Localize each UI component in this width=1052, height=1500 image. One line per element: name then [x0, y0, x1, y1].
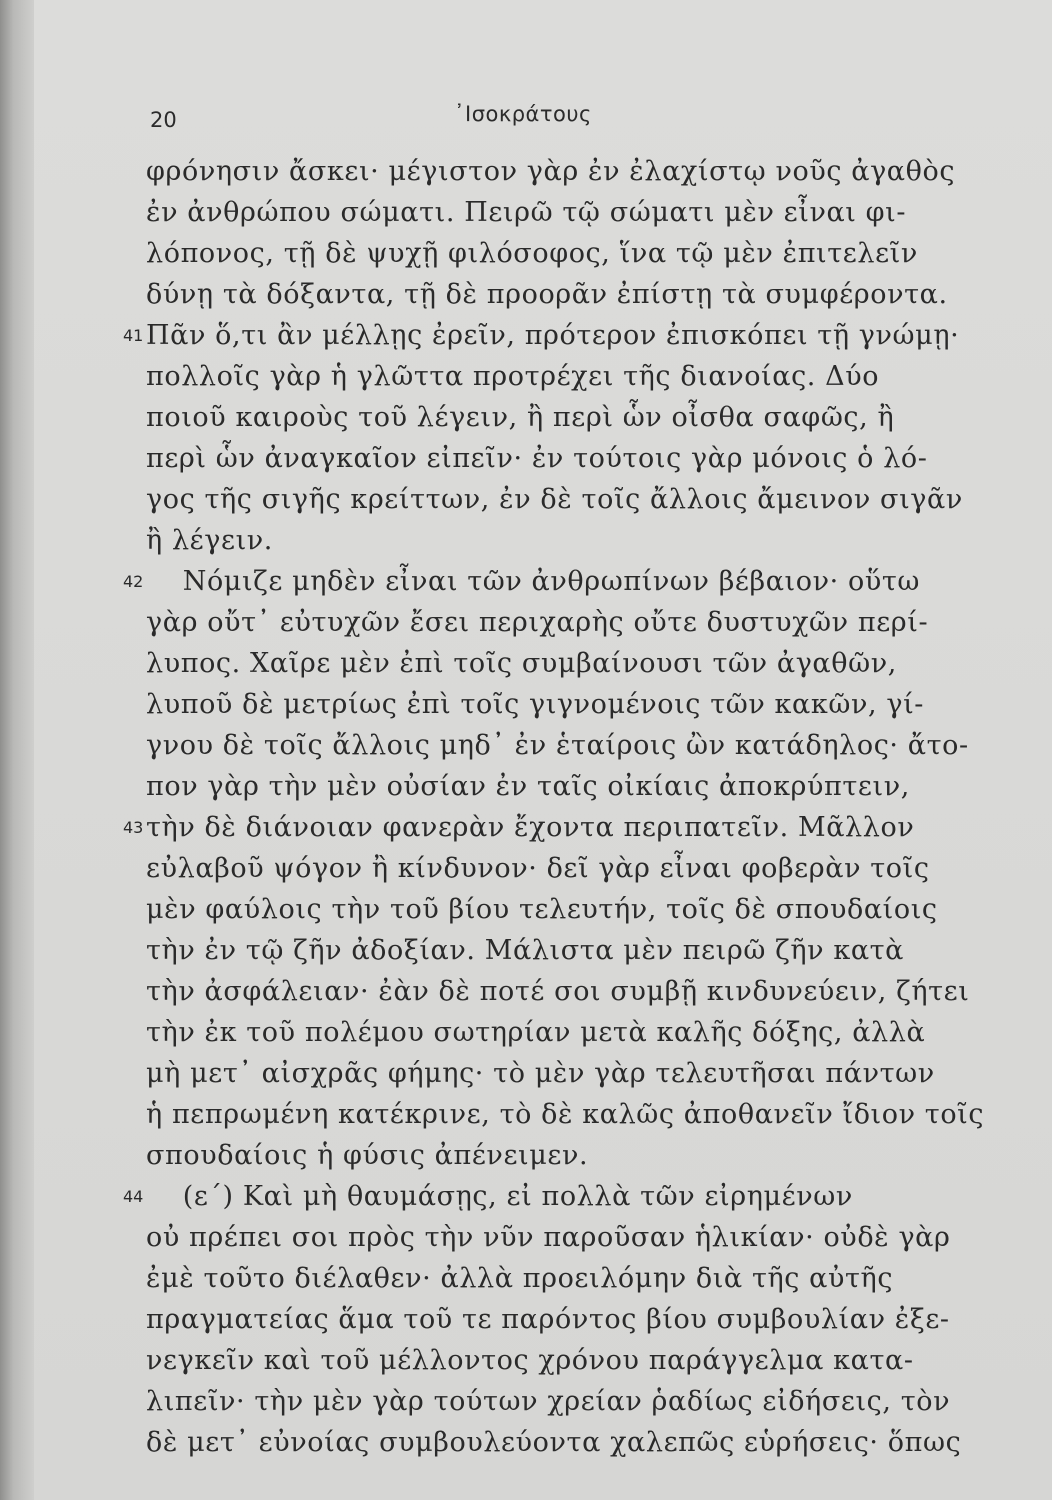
- text-line: [123, 316, 1052, 356]
- text-line: [123, 1177, 1052, 1217]
- text-line: [146, 439, 1052, 479]
- text-line: [146, 1054, 1052, 1094]
- text-line: [146, 1013, 1052, 1053]
- text-line: [146, 1259, 1052, 1299]
- text-line: [146, 234, 1052, 274]
- book-spine-edge: [0, 0, 34, 1500]
- line-text: Νόμιζε μηδὲν εἶναι τῶν ἀνθρωπίνων βέβαιον· οὕτω: [146, 566, 920, 597]
- line-text: λυποῦ δὲ μετρίως ἐπὶ τοῖς γιγνομένοις τῶν κακῶν, γί-: [146, 689, 924, 720]
- line-text: τὴν ἀσφάλειαν· ἐὰν δὲ ποτέ σοι συμβῇ κινδυνεύειν, ζήτει: [146, 976, 970, 1007]
- line-text: πον γὰρ τὴν μὲν οὐσίαν ἐν ταῖς οἰκίαις ἀποκρύπτειν,: [146, 771, 910, 802]
- line-text: τὴν ἐν τῷ ζῆν ἀδοξίαν. Μάλιστα μὲν πειρῶ ζῆν κατὰ: [146, 935, 905, 966]
- line-text: ἢ λέγειν.: [146, 525, 273, 556]
- page-header: [34, 100, 1052, 140]
- line-text: γὰρ οὔτ᾿ εὐτυχῶν ἔσει περιχαρὴς οὔτε δυστυχῶν περί-: [146, 607, 929, 638]
- text-line: [123, 562, 1052, 602]
- text-line: [146, 849, 1052, 889]
- line-text: μὴ μετ᾿ αἰσχρᾶς φήμης· τὸ μὲν γὰρ τελευτῆσαι πάντων: [146, 1058, 935, 1089]
- text-line: [123, 808, 1052, 848]
- text-line: [146, 972, 1052, 1012]
- text-line: [146, 726, 1052, 766]
- line-text: γνου δὲ τοῖς ἄλλοις μηδ᾿ ἐν ἑταίροις ὢν κατάδηλος· ἄτο-: [146, 730, 969, 761]
- line-text: μὲν φαύλοις τὴν τοῦ βίου τελευτήν, τοῖς δὲ σπουδαίοις: [146, 894, 938, 925]
- text-line: [146, 1136, 1052, 1176]
- text-line: [146, 275, 1052, 315]
- book-page: [34, 0, 1052, 1500]
- line-text: ἡ πεπρωμένη κατέκρινε, τὸ δὲ καλῶς ἀποθανεῖν ἴδιον τοῖς: [146, 1099, 985, 1130]
- text-line: [146, 152, 1052, 192]
- line-text: οὐ πρέπει σοι πρὸς τὴν νῦν παροῦσαν ἡλικίαν· οὐδὲ γὰρ: [146, 1222, 951, 1253]
- line-text: τὴν δὲ διάνοιαν φανερὰν ἔχοντα περιπατεῖν. Μᾶλλον: [146, 812, 915, 843]
- text-line: [146, 1218, 1052, 1258]
- line-text: τὴν ἐκ τοῦ πολέμου σωτηρίαν μετὰ καλῆς δόξης, ἀλλὰ: [146, 1017, 926, 1048]
- page-number: 20: [150, 108, 177, 132]
- line-text: λόπονος, τῇ δὲ ψυχῇ φιλόσοφος, ἵνα τῷ μὲν ἐπιτελεῖν: [146, 238, 918, 269]
- line-text: περὶ ὧν ἀναγκαῖον εἰπεῖν· ἐν τούτοις γὰρ μόνοις ὁ λό-: [146, 443, 928, 474]
- line-text: δὲ μετ᾿ εὐνοίας συμβουλεύοντα χαλεπῶς εὑρήσεις· ὅπως: [146, 1427, 962, 1458]
- line-text: φρόνησιν ἄσκει· μέγιστον γὰρ ἐν ἐλαχίστῳ νοῦς ἀγαθὸς: [146, 156, 956, 187]
- section-number: 41: [123, 326, 144, 345]
- line-text: σπουδαίοις ἡ φύσις ἀπένειμεν.: [146, 1140, 589, 1171]
- line-text: δύνῃ τὰ δόξαντα, τῇ δὲ προορᾶν ἐπίστῃ τὰ συμφέροντα.: [146, 279, 948, 310]
- line-text: ἐν ἀνθρώπου σώματι. Πειρῶ τῷ σώματι μὲν εἶναι φι-: [146, 197, 907, 228]
- section-number: 42: [123, 572, 144, 591]
- line-text: πραγματείας ἅμα τοῦ τε παρόντος βίου συμβουλίαν ἐξε-: [146, 1304, 950, 1335]
- section-number: 43: [123, 818, 144, 837]
- section-number: 44: [123, 1187, 144, 1206]
- text-line: [146, 1300, 1052, 1340]
- running-head: ᾿Ισοκράτους: [454, 102, 592, 126]
- text-line: [146, 521, 1052, 561]
- text-line: [146, 1382, 1052, 1422]
- text-line: [146, 357, 1052, 397]
- line-text: λιπεῖν· τὴν μὲν γὰρ τούτων χρείαν ῥαδίως εἰδήσεις, τὸν: [146, 1386, 951, 1417]
- line-text: γος τῆς σιγῆς κρείττων, ἐν δὲ τοῖς ἄλλοις ἄμεινον σιγᾶν: [146, 484, 963, 515]
- line-text: εὐλαβοῦ ψόγον ἢ κίνδυνον· δεῖ γὰρ εἶναι φοβερὰν τοῖς: [146, 853, 930, 884]
- text-line: [146, 767, 1052, 807]
- text-line: [146, 1423, 1052, 1463]
- line-text: (ε΄) Καὶ μὴ θαυμάσῃς, εἰ πολλὰ τῶν εἰρημένων: [146, 1181, 853, 1212]
- text-line: [146, 398, 1052, 438]
- line-text: Πᾶν ὅ,τι ἂν μέλλῃς ἐρεῖν, πρότερον ἐπισκόπει τῇ γνώμῃ·: [146, 320, 960, 351]
- text-line: [146, 890, 1052, 930]
- text-line: [146, 1341, 1052, 1381]
- line-text: ποιοῦ καιροὺς τοῦ λέγειν, ἢ περὶ ὧν οἶσθα σαφῶς, ἢ: [146, 402, 895, 433]
- line-text: λυπος. Χαῖρε μὲν ἐπὶ τοῖς συμβαίνουσι τῶν ἀγαθῶν,: [146, 648, 897, 679]
- text-line: [146, 644, 1052, 684]
- text-line: [146, 685, 1052, 725]
- text-line: [146, 480, 1052, 520]
- line-text: νεγκεῖν καὶ τοῦ μέλλοντος χρόνου παράγγελμα κατα-: [146, 1345, 914, 1376]
- text-line: [146, 931, 1052, 971]
- text-line: [146, 603, 1052, 643]
- line-text: πολλοῖς γὰρ ἡ γλῶττα προτρέχει τῆς διανοίας. Δύο: [146, 361, 880, 392]
- text-line: [146, 193, 1052, 233]
- line-text: ἐμὲ τοῦτο διέλαθεν· ἀλλὰ προειλόμην διὰ τῆς αὐτῆς: [146, 1263, 894, 1294]
- text-line: [146, 1095, 1052, 1135]
